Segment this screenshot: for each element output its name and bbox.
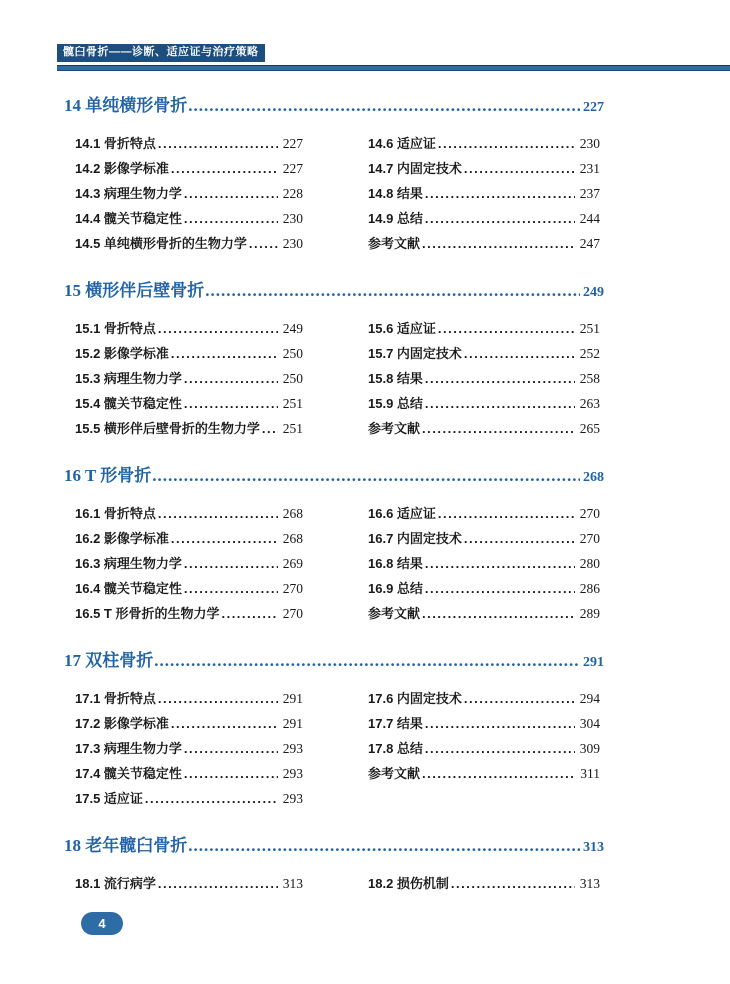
toc-entry	[368, 206, 600, 231]
toc-entry	[75, 736, 303, 761]
chapter-columns	[64, 316, 604, 441]
chapter-page-number: 249	[583, 285, 604, 300]
toc-entry-label: 17.8 总结	[368, 741, 423, 756]
toc-entry-page-number: 227	[282, 161, 303, 176]
toc-entry-page-number: 250	[282, 346, 303, 361]
toc-entry-page-number: 251	[579, 321, 600, 336]
toc-entry-label: 18.1 流行病学	[75, 876, 156, 891]
toc-entry-page-number: 309	[579, 741, 600, 756]
toc-entry-label: 16.2 影像学标准	[75, 531, 169, 546]
toc-entry-page-number: 313	[282, 876, 303, 891]
dot-leader	[158, 871, 278, 896]
toc-entry-label: 16.1 骨折特点	[75, 506, 156, 521]
dot-leader	[262, 416, 278, 441]
dot-leader	[158, 501, 278, 526]
toc-entry-label: 15.8 结果	[368, 371, 423, 386]
chapter-title: 14 单纯横形骨折	[64, 96, 188, 115]
toc-chapter	[64, 650, 604, 811]
chapter-columns	[64, 686, 604, 811]
dot-leader	[464, 156, 575, 181]
dot-leader	[425, 206, 575, 231]
toc-entry-page-number: 250	[282, 371, 303, 386]
toc-entry-page-number: 294	[579, 691, 600, 706]
toc-right-column	[368, 131, 600, 256]
toc-entry-label: 17.3 病理生物力学	[75, 741, 182, 756]
toc-entry-label: 14.1 骨折特点	[75, 136, 156, 151]
toc-entry	[75, 871, 303, 896]
toc-entry-label: 14.4 髋关节稳定性	[75, 211, 182, 226]
toc-entry-label: 16.3 病理生物力学	[75, 556, 182, 571]
toc-entry-label: 14.5 单纯横形骨折的生物力学	[75, 236, 247, 251]
dot-leader	[438, 131, 575, 156]
toc-chapter-heading	[64, 650, 604, 674]
page-number-badge: 4	[81, 912, 123, 935]
dot-leader	[422, 761, 575, 786]
toc-entry	[368, 156, 600, 181]
toc-entry	[368, 341, 600, 366]
toc-entry	[368, 391, 600, 416]
toc-entry-label: 16.5 T 形骨折的生物力学	[75, 606, 220, 621]
dot-leader	[425, 736, 575, 761]
toc-left-column	[75, 686, 303, 811]
chapter-title: 15 横形伴后壁骨折	[64, 281, 205, 300]
toc-entry-label: 17.7 结果	[368, 716, 423, 731]
chapter-title: 16 T 形骨折	[64, 466, 152, 485]
dot-leader	[464, 526, 575, 551]
chapter-page-number: 227	[583, 100, 604, 115]
dot-leader	[184, 736, 278, 761]
toc-entry	[75, 156, 303, 181]
toc-entry	[368, 761, 600, 786]
table-of-contents	[64, 67, 604, 896]
toc-entry	[75, 601, 303, 626]
toc-entry-label: 14.9 总结	[368, 211, 423, 226]
toc-entry	[75, 761, 303, 786]
toc-chapter	[64, 465, 604, 626]
toc-entry-page-number: 270	[579, 531, 600, 546]
toc-entry-page-number: 263	[579, 396, 600, 411]
dot-leader	[154, 650, 580, 672]
toc-entry	[75, 231, 303, 256]
toc-right-column	[368, 316, 600, 441]
toc-entry-label: 参考文献	[368, 421, 421, 436]
toc-entry-page-number: 286	[579, 581, 600, 596]
toc-entry-label: 15.1 骨折特点	[75, 321, 156, 336]
toc-entry-page-number: 227	[282, 136, 303, 151]
toc-entry	[75, 526, 303, 551]
toc-entry-page-number: 231	[579, 161, 600, 176]
dot-leader	[171, 711, 278, 736]
toc-entry-page-number: 230	[282, 211, 303, 226]
dot-leader	[171, 341, 278, 366]
toc-entry	[75, 576, 303, 601]
toc-right-column	[368, 686, 600, 811]
toc-entry-label: 17.4 髋关节稳定性	[75, 766, 182, 781]
toc-chapter-heading	[64, 465, 604, 489]
dot-leader	[205, 280, 580, 302]
toc-right-column	[368, 871, 600, 896]
toc-entry-label: 14.2 影像学标准	[75, 161, 169, 176]
dot-leader	[464, 686, 575, 711]
dot-leader	[171, 526, 278, 551]
toc-entry-page-number: 244	[579, 211, 600, 226]
dot-leader	[184, 576, 278, 601]
toc-entry-page-number: 230	[282, 236, 303, 251]
toc-entry	[368, 181, 600, 206]
toc-entry-page-number: 293	[282, 791, 303, 806]
toc-entry	[75, 391, 303, 416]
toc-entry	[368, 366, 600, 391]
toc-entry-label: 16.7 内固定技术	[368, 531, 462, 546]
toc-entry	[368, 501, 600, 526]
toc-entry-page-number: 304	[579, 716, 600, 731]
toc-entry-page-number: 280	[579, 556, 600, 571]
toc-entry-page-number: 265	[579, 421, 600, 436]
toc-left-column	[75, 316, 303, 441]
dot-leader	[221, 601, 277, 626]
toc-entry	[368, 871, 600, 896]
toc-entry	[368, 231, 600, 256]
toc-chapter-heading	[64, 280, 604, 304]
dot-leader	[451, 871, 575, 896]
toc-entry-page-number: 270	[579, 506, 600, 521]
toc-entry	[368, 316, 600, 341]
toc-entry	[368, 526, 600, 551]
toc-entry	[75, 551, 303, 576]
dot-leader	[464, 341, 575, 366]
toc-chapter	[64, 95, 604, 256]
toc-chapter	[64, 280, 604, 441]
dot-leader	[152, 465, 580, 487]
toc-entry-label: 16.9 总结	[368, 581, 423, 596]
toc-left-column	[75, 131, 303, 256]
toc-entry-page-number: 268	[282, 506, 303, 521]
toc-entry-label: 18.2 损伤机制	[368, 876, 449, 891]
toc-entry-page-number: 311	[580, 766, 600, 781]
dot-leader	[188, 95, 580, 117]
toc-entry-page-number: 249	[282, 321, 303, 336]
toc-entry	[368, 711, 600, 736]
dot-leader	[171, 156, 278, 181]
toc-entry-page-number: 270	[282, 606, 303, 621]
toc-entry	[75, 416, 303, 441]
toc-entry-page-number: 268	[282, 531, 303, 546]
toc-entry	[75, 786, 303, 811]
dot-leader	[425, 711, 575, 736]
toc-entry-page-number: 251	[282, 396, 303, 411]
toc-entry	[368, 416, 600, 441]
dot-leader	[188, 835, 580, 857]
toc-entry	[75, 686, 303, 711]
toc-entry-page-number: 258	[579, 371, 600, 386]
toc-entry	[75, 501, 303, 526]
toc-entry	[368, 736, 600, 761]
toc-entry-page-number: 293	[282, 766, 303, 781]
dot-leader	[425, 391, 575, 416]
toc-left-column	[75, 871, 303, 896]
toc-entry-label: 16.8 结果	[368, 556, 423, 571]
toc-entry-page-number: 313	[579, 876, 600, 891]
chapter-page-number: 313	[583, 840, 604, 855]
toc-entry	[75, 131, 303, 156]
dot-leader	[438, 501, 575, 526]
toc-entry-label: 15.9 总结	[368, 396, 423, 411]
dot-leader	[184, 551, 278, 576]
dot-leader	[184, 761, 278, 786]
dot-leader	[422, 231, 575, 256]
toc-entry-label: 17.1 骨折特点	[75, 691, 156, 706]
toc-entry-label: 15.3 病理生物力学	[75, 371, 182, 386]
chapter-title: 17 双柱骨折	[64, 651, 154, 670]
toc-entry-label: 14.8 结果	[368, 186, 423, 201]
toc-entry-page-number: 289	[579, 606, 600, 621]
toc-entry-label: 17.6 内固定技术	[368, 691, 462, 706]
toc-entry-label: 14.3 病理生物力学	[75, 186, 182, 201]
chapter-columns	[64, 501, 604, 626]
dot-leader	[422, 601, 575, 626]
toc-left-column	[75, 501, 303, 626]
dot-leader	[425, 576, 575, 601]
dot-leader	[145, 786, 278, 811]
toc-entry	[75, 206, 303, 231]
toc-entry-label: 15.7 内固定技术	[368, 346, 462, 361]
toc-entry	[75, 316, 303, 341]
toc-entry-page-number: 247	[579, 236, 600, 251]
toc-entry-label: 14.6 适应证	[368, 136, 436, 151]
chapter-columns	[64, 871, 604, 896]
toc-entry	[368, 686, 600, 711]
toc-entry-label: 17.2 影像学标准	[75, 716, 169, 731]
chapter-page-number: 268	[583, 470, 604, 485]
toc-entry-page-number: 293	[282, 741, 303, 756]
book-title-badge: 髋臼骨折——诊断、适应证与治疗策略	[57, 44, 265, 62]
toc-chapter-heading	[64, 835, 604, 859]
toc-chapter	[64, 835, 604, 896]
toc-entry-label: 参考文献	[368, 606, 421, 621]
toc-entry-page-number: 269	[282, 556, 303, 571]
toc-chapter-heading	[64, 95, 604, 119]
chapter-page-number: 291	[583, 655, 604, 670]
toc-entry	[75, 181, 303, 206]
toc-entry-page-number: 228	[282, 186, 303, 201]
toc-entry-page-number: 252	[579, 346, 600, 361]
toc-entry-label: 14.7 内固定技术	[368, 161, 462, 176]
chapter-columns	[64, 131, 604, 256]
toc-entry	[368, 576, 600, 601]
dot-leader	[422, 416, 575, 441]
dot-leader	[438, 316, 575, 341]
toc-entry	[75, 341, 303, 366]
toc-entry-label: 参考文献	[368, 766, 421, 781]
toc-entry	[368, 601, 600, 626]
dot-leader	[184, 391, 278, 416]
toc-entry-label: 16.6 适应证	[368, 506, 436, 521]
toc-entry-label: 15.4 髋关节稳定性	[75, 396, 182, 411]
toc-entry-label: 17.5 适应证	[75, 791, 143, 806]
dot-leader	[158, 686, 278, 711]
dot-leader	[425, 181, 575, 206]
toc-entry	[75, 711, 303, 736]
toc-entry-page-number: 291	[282, 716, 303, 731]
toc-entry	[368, 551, 600, 576]
dot-leader	[184, 181, 278, 206]
toc-entry-label: 15.5 横形伴后壁骨折的生物力学	[75, 421, 260, 436]
toc-entry-label: 16.4 髋关节稳定性	[75, 581, 182, 596]
toc-entry-page-number: 251	[282, 421, 303, 436]
toc-entry	[368, 131, 600, 156]
dot-leader	[184, 206, 278, 231]
toc-entry-page-number: 230	[579, 136, 600, 151]
toc-entry	[75, 366, 303, 391]
toc-entry-page-number: 237	[579, 186, 600, 201]
chapter-title: 18 老年髋臼骨折	[64, 836, 188, 855]
toc-entry-label: 参考文献	[368, 236, 421, 251]
dot-leader	[158, 316, 278, 341]
dot-leader	[249, 231, 278, 256]
toc-entry-page-number: 291	[282, 691, 303, 706]
dot-leader	[184, 366, 278, 391]
toc-right-column	[368, 501, 600, 626]
dot-leader	[425, 366, 575, 391]
dot-leader	[425, 551, 575, 576]
toc-entry-label: 15.2 影像学标准	[75, 346, 169, 361]
toc-entry-label: 15.6 适应证	[368, 321, 436, 336]
toc-entry-page-number: 270	[282, 581, 303, 596]
dot-leader	[158, 131, 278, 156]
